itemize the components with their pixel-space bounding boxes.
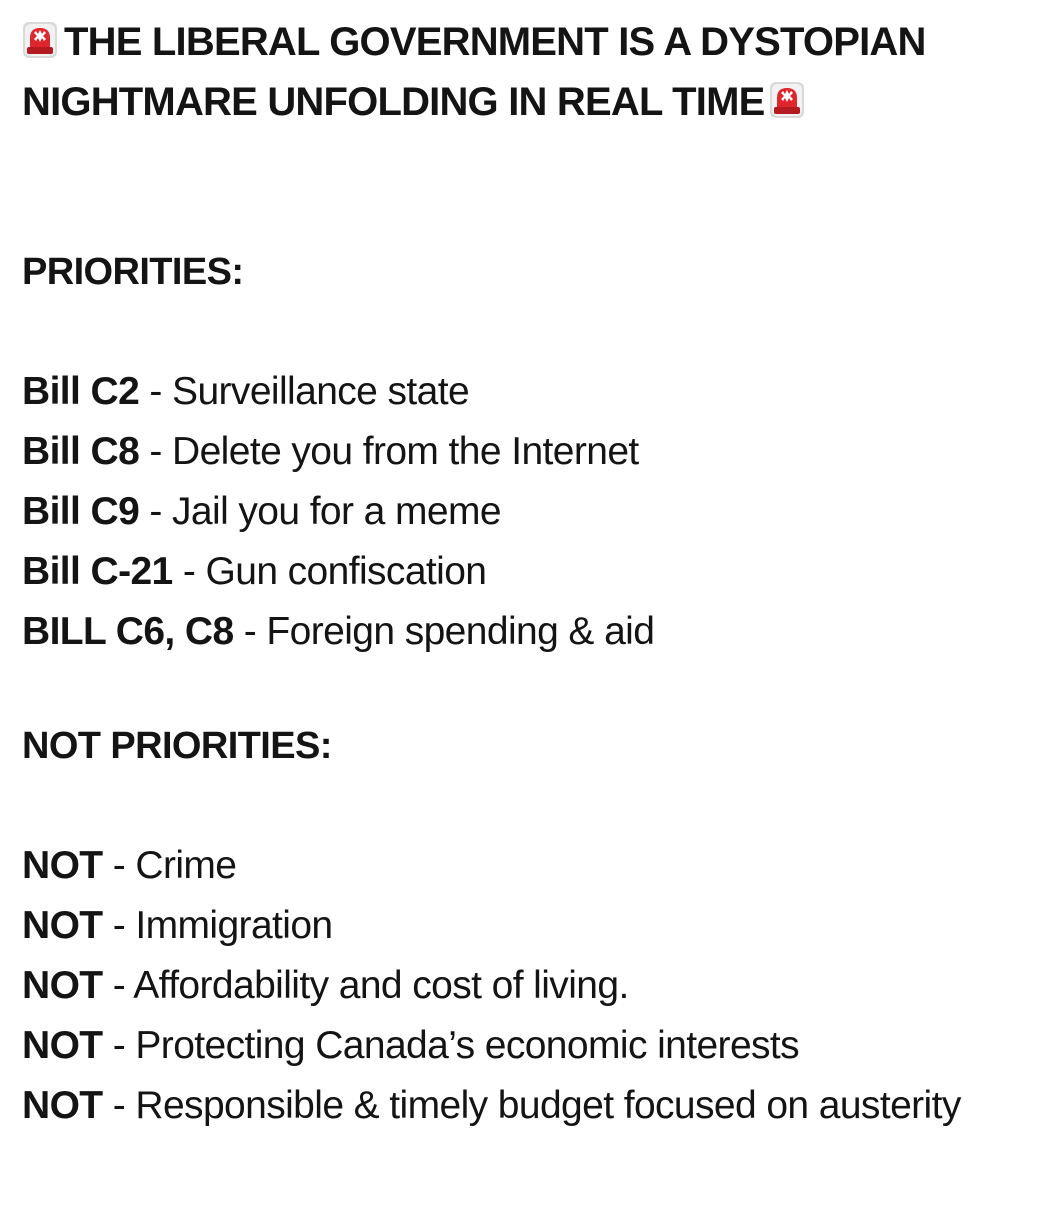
list-item: Bill C9 - Jail you for a meme [22,490,501,533]
list-item: NOT - Responsible & timely budget focused on austerity [22,1084,961,1127]
list-item: NOT - Crime [22,844,237,887]
list-item: Bill C-21 - Gun confiscation [22,550,487,593]
list-item: BILL C6, C8 - Foreign spending & aid [22,610,655,653]
not-priorities-heading: NOT PRIORITIES: [22,725,332,767]
list-item: NOT - Affordability and cost of living. [22,964,629,1007]
post-body [22,0,1022,1211]
not-priorities-list [22,836,1012,1136]
priorities-heading: PRIORITIES: [22,251,244,293]
list-item: NOT - Protecting Canada’s economic interests [22,1024,800,1067]
headline [22,12,1012,132]
headline-text: THE LIBERAL GOVERNMENT IS A DYSTOPIAN NIGHTMARE UNFOLDING IN REAL TIME [22,20,926,124]
siren-icon [22,21,58,59]
list-item: Bill C8 - Delete you from the Internet [22,430,639,473]
list-item: NOT - Immigration [22,904,333,947]
siren-icon [769,81,805,119]
priorities-list [22,362,1012,662]
list-item: Bill C2 - Surveillance state [22,370,470,413]
